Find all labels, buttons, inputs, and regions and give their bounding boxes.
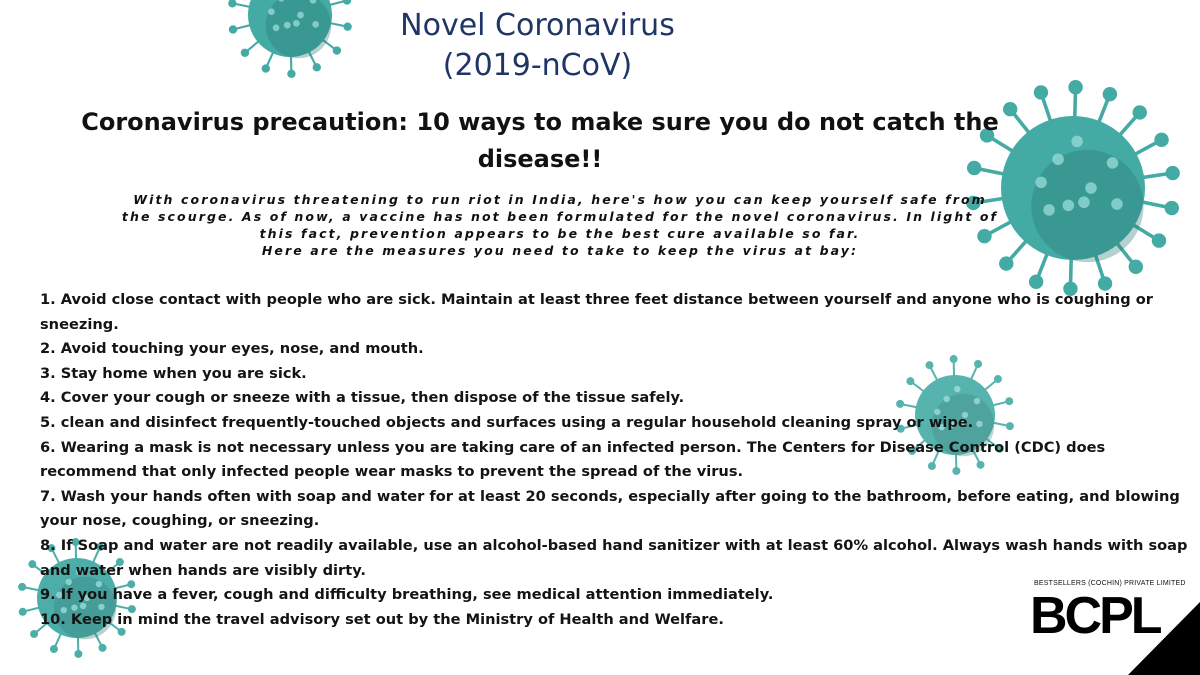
measure-item: 10. Keep in mind the travel advisory set out by the Ministry of Health and Welfare. <box>40 610 724 628</box>
measure-item: 6. Wearing a mask is not necessary unless you are taking care of an infected person. The Centers for Disease Control (CDC) does recommend that only infected people wear masks to prevent the spread of the virus. <box>40 438 1106 481</box>
brand-company-name: BESTSELLERS (COCHIN) PRIVATE LIMITED <box>1034 580 1186 587</box>
measure-item: 1. Avoid close contact with people who are sick. Maintain at least three feet distance between yourself and anyone who is coughing or sneezing. <box>40 291 1153 333</box>
logo-slash-icon <box>1128 602 1200 675</box>
measure-item: 7. Wash your hands often with soap and water for at least 20 seconds, especially after going to the bathroom, before eating, and blowing your nose, coughing, or sneezing. <box>40 487 1180 530</box>
measure-item: 2. Avoid touching your eyes, nose, and mouth. <box>40 340 424 358</box>
brand-logo: BCPL <box>1030 587 1160 645</box>
intro-line: With coronavirus threatening to run riot in India, here's how you can keep yourself safe from <box>133 192 987 207</box>
header-title-line: Novel Coronavirus <box>400 8 675 43</box>
intro-line: this fact, prevention appears to be the best cure available so far. <box>259 226 861 241</box>
header-subtitle-line: (2019-nCoV) <box>442 48 633 83</box>
measure-item: 9. If you have a fever, cough and difficulty breathing, see medical attention immediately. <box>40 586 774 604</box>
header-title <box>380 6 695 86</box>
measure-item: 4. Cover your cough or sneeze with a tissue, then dispose of the tissue safely. <box>40 389 685 407</box>
coronavirus-illustration <box>955 60 1185 300</box>
intro-line: the scourge. As of now, a vaccine has not been formulated for the novel coronavirus. In light of <box>121 209 999 224</box>
coronavirus-illustration <box>210 0 370 100</box>
brand-block <box>1028 580 1200 675</box>
intro-line: Here are the measures you need to take to keep the virus at bay: <box>261 243 859 258</box>
measure-item: 8. If Soap and water are not readily available, use an alcohol-based hand sanitizer with at least 60% alcohol. Always wash hands with soap and water when hands are visibly dirty. <box>40 536 1188 579</box>
intro-paragraph <box>60 191 1060 259</box>
measures-list <box>40 288 1200 632</box>
main-title: Coronavirus precaution: 10 ways to make sure you do not catch the disease!! <box>81 108 999 173</box>
measure-item: 3. Stay home when you are sick. <box>40 364 307 382</box>
measure-item: 5. clean and disinfect frequently-touched objects and surfaces using a regular household cleaning spray or wipe. <box>40 413 974 431</box>
